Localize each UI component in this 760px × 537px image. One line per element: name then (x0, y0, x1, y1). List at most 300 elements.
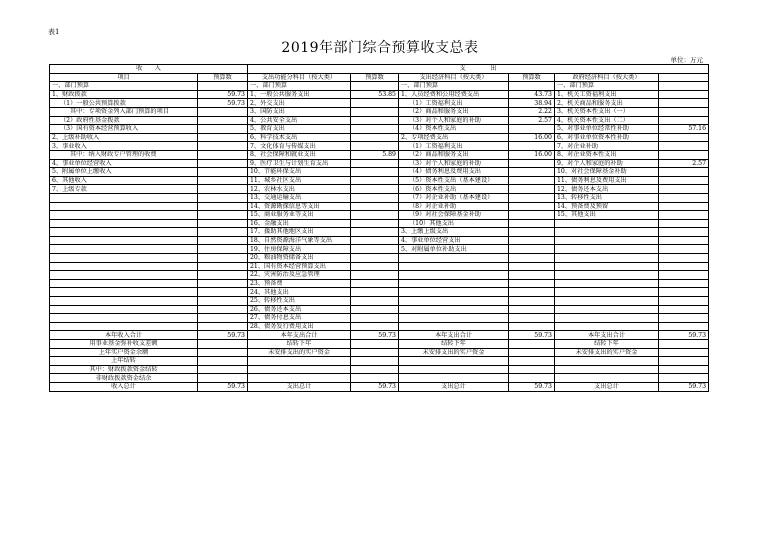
label-cell: 上年结转 (50, 357, 198, 366)
label-cell: 支出总计 (248, 382, 351, 391)
value-cell (509, 322, 555, 331)
label-cell (555, 236, 659, 245)
label-cell (399, 322, 509, 331)
value-cell (351, 254, 399, 263)
value-cell (659, 348, 709, 357)
value-cell (198, 271, 248, 280)
value-cell (198, 365, 248, 374)
label-cell (50, 228, 198, 237)
label-cell (555, 374, 659, 383)
value-cell: 2.57 (509, 116, 555, 125)
value-cell (659, 82, 709, 91)
table-row (50, 288, 709, 297)
label-cell (248, 357, 351, 366)
label-cell: （2）商品和服务支出 (399, 107, 509, 116)
label-cell: （4）债务利息及费用支出 (399, 168, 509, 177)
value-cell (351, 297, 399, 306)
table-row (50, 271, 709, 280)
label-cell (248, 374, 351, 383)
label-cell (555, 322, 659, 331)
value-cell (198, 107, 248, 116)
value-cell (659, 297, 709, 306)
label-cell: 一、部门预算 (399, 82, 509, 91)
value-cell (198, 279, 248, 288)
label-cell: 13、转移性支出 (555, 193, 659, 202)
value-cell (198, 133, 248, 142)
value-cell (659, 262, 709, 271)
value-cell: 59.73 (509, 382, 555, 391)
label-cell (399, 305, 509, 314)
table-row (50, 185, 709, 194)
table-row (50, 245, 709, 254)
label-cell: 15、商业服务业等支出 (248, 211, 351, 220)
label-cell: （7）对企业补助（基本建设） (399, 193, 509, 202)
label-cell: （8）对企业补助 (399, 202, 509, 211)
label-cell (50, 202, 198, 211)
label-cell: 10、节能环保支出 (248, 168, 351, 177)
value-cell (509, 245, 555, 254)
value-cell (351, 357, 399, 366)
label-cell (50, 245, 198, 254)
label-cell: 其中：财政拨款资金结转 (50, 365, 198, 374)
expense-group-header: 支 出 (248, 65, 709, 74)
value-cell (198, 211, 248, 220)
label-cell (555, 245, 659, 254)
label-cell: 8、社会保障和就业支出 (248, 150, 351, 159)
label-cell: 支出总计 (399, 382, 509, 391)
value-cell (198, 262, 248, 271)
label-cell: 2、机关商品和服务支出 (555, 99, 659, 108)
value-cell (351, 271, 399, 280)
label-cell: 其中：纳入财政专户管理的收费 (50, 150, 198, 159)
value-cell (659, 90, 709, 99)
label-cell (399, 271, 509, 280)
value-cell (659, 219, 709, 228)
label-cell: 3、上缴上级支出 (399, 228, 509, 237)
label-cell: （1）工资福利支出 (399, 99, 509, 108)
label-cell: 4、机关资本性支出（二） (555, 116, 659, 125)
label-cell: （9）对社会保障基金补助 (399, 211, 509, 220)
label-cell (50, 305, 198, 314)
label-cell: 6、科学技术支出 (248, 133, 351, 142)
label-cell: 14、资源勘探信息等支出 (248, 202, 351, 211)
label-cell: 结转下年 (248, 340, 351, 349)
table-row (50, 382, 709, 391)
value-cell (351, 279, 399, 288)
value-cell (351, 219, 399, 228)
label-cell (555, 365, 659, 374)
label-cell: 18、自然资源海洋气象等支出 (248, 236, 351, 245)
value-cell: 38.94 (509, 99, 555, 108)
label-cell: 5、教育支出 (248, 125, 351, 134)
value-cell (509, 340, 555, 349)
value-cell: 5.89 (351, 150, 399, 159)
value-cell: 59.73 (659, 382, 709, 391)
value-cell (198, 125, 248, 134)
label-cell: 支出总计 (555, 382, 659, 391)
label-cell: 23、预备费 (248, 279, 351, 288)
value-cell (509, 176, 555, 185)
value-cell (198, 357, 248, 366)
value-cell: 59.73 (198, 99, 248, 108)
value-cell: 57.16 (659, 125, 709, 134)
label-cell (50, 211, 198, 220)
label-cell (50, 236, 198, 245)
label-cell: 结转下年 (555, 340, 659, 349)
label-cell: 一、部门预算 (555, 82, 659, 91)
label-cell: 2、外交支出 (248, 99, 351, 108)
label-cell: 本年支出合计 (555, 331, 659, 340)
label-cell (50, 262, 198, 271)
value-cell (659, 133, 709, 142)
value-cell (351, 348, 399, 357)
value-cell (198, 219, 248, 228)
table-row (50, 254, 709, 263)
label-cell (555, 305, 659, 314)
value-cell (509, 365, 555, 374)
label-cell: 未安排支出的实户资金 (555, 348, 659, 357)
label-cell: 10、对社会保障基金补助 (555, 168, 659, 177)
label-cell: 20、粮油物资储备支出 (248, 254, 351, 263)
label-cell: 1、一般公共服务支出 (248, 90, 351, 99)
value-cell (509, 236, 555, 245)
value-cell (198, 236, 248, 245)
value-cell (198, 193, 248, 202)
value-cell: 43.73 (509, 90, 555, 99)
value-cell: 2.22 (509, 107, 555, 116)
table-row (50, 365, 709, 374)
table-row (50, 176, 709, 185)
label-cell: 27、债务付息支出 (248, 314, 351, 323)
table-row (50, 159, 709, 168)
label-cell: （3）对个人和家庭的补助 (399, 116, 509, 125)
label-cell: 7、上级专款 (50, 185, 198, 194)
value-cell (351, 314, 399, 323)
table-row (50, 125, 709, 134)
label-cell (555, 288, 659, 297)
label-cell: （2）政府性基金拨款 (50, 116, 198, 125)
label-cell: 非财政拨款资金结余 (50, 374, 198, 383)
table-row (50, 374, 709, 383)
value-cell (198, 297, 248, 306)
value-cell: 59.73 (198, 90, 248, 99)
value-cell (198, 142, 248, 151)
value-cell (659, 305, 709, 314)
label-cell: 14、预备费及预留 (555, 202, 659, 211)
value-cell (198, 254, 248, 263)
value-cell (509, 279, 555, 288)
table-row (50, 107, 709, 116)
label-cell: 7、对企业补助 (555, 142, 659, 151)
label-cell: 22、灾害防治及应急管理 (248, 271, 351, 280)
label-cell: 4、事业单位经营支出 (399, 236, 509, 245)
table-row (50, 279, 709, 288)
label-cell: 17、援助其他地区支出 (248, 228, 351, 237)
value-cell (351, 211, 399, 220)
label-cell (555, 271, 659, 280)
label-cell (50, 193, 198, 202)
value-cell (659, 107, 709, 116)
table-tag: 表1 (48, 28, 60, 36)
col-econ-header: 支出经济科目（按大类） (399, 73, 509, 82)
value-cell (351, 236, 399, 245)
label-cell: 未安排支出的实户资金 (399, 348, 509, 357)
value-cell (509, 288, 555, 297)
value-cell (509, 228, 555, 237)
label-cell: 21、国有资本经营预算支出 (248, 262, 351, 271)
value-cell (509, 357, 555, 366)
table-row (50, 90, 709, 99)
label-cell: 5、对事业单位经常性补助 (555, 125, 659, 134)
value-cell: 16.00 (509, 150, 555, 159)
label-cell: （4）资本性支出 (399, 125, 509, 134)
label-cell (399, 374, 509, 383)
table-row (50, 219, 709, 228)
table-row (50, 262, 709, 271)
value-cell: 59.73 (198, 331, 248, 340)
label-cell (399, 262, 509, 271)
label-cell (50, 297, 198, 306)
table-row (50, 193, 709, 202)
label-cell: （1）工资福利支出 (399, 142, 509, 151)
label-cell (50, 288, 198, 297)
label-cell: （2）商品和服务支出 (399, 150, 509, 159)
value-cell (351, 262, 399, 271)
col-budget3-header: 预算数 (509, 73, 555, 82)
value-cell (198, 168, 248, 177)
income-group-header: 收 入 (50, 65, 248, 74)
label-cell: （3）国有资本经营预算收入 (50, 125, 198, 134)
label-cell (555, 279, 659, 288)
value-cell: 16.00 (509, 133, 555, 142)
value-cell (198, 288, 248, 297)
label-cell (50, 271, 198, 280)
label-cell: 12、农林水支出 (248, 185, 351, 194)
label-cell: 15、其他支出 (555, 211, 659, 220)
table-row (50, 211, 709, 220)
value-cell (351, 340, 399, 349)
label-cell: 19、住房保障支出 (248, 245, 351, 254)
value-cell (198, 176, 248, 185)
table-row (50, 340, 709, 349)
table-row (50, 348, 709, 357)
table-row (50, 99, 709, 108)
label-cell: 2、上级补助收入 (50, 133, 198, 142)
label-cell: （1）一般公共预算拨款 (50, 99, 198, 108)
value-cell (659, 185, 709, 194)
label-cell: （10）其他支出 (399, 219, 509, 228)
value-cell (351, 288, 399, 297)
value-cell (659, 279, 709, 288)
value-cell (351, 159, 399, 168)
value-cell (509, 314, 555, 323)
value-cell (659, 236, 709, 245)
value-cell (659, 357, 709, 366)
unit-label: 单位：万元 (670, 56, 703, 64)
value-cell (659, 211, 709, 220)
value-cell (509, 185, 555, 194)
label-cell: 12、债务还本支出 (555, 185, 659, 194)
value-cell (509, 348, 555, 357)
value-cell (351, 193, 399, 202)
table-row (50, 82, 709, 91)
value-cell (509, 262, 555, 271)
table-row (50, 133, 709, 142)
label-cell: 上年实户资金余额 (50, 348, 198, 357)
label-cell: 4、公共安全支出 (248, 116, 351, 125)
table-row (50, 331, 709, 340)
label-cell (555, 314, 659, 323)
value-cell (351, 305, 399, 314)
value-cell (509, 297, 555, 306)
value-cell (509, 254, 555, 263)
label-cell (555, 228, 659, 237)
value-cell (659, 254, 709, 263)
label-cell: 6、其他收入 (50, 176, 198, 185)
table-row (50, 322, 709, 331)
value-cell (198, 305, 248, 314)
label-cell: 2、专项经费支出 (399, 133, 509, 142)
value-cell: 59.73 (659, 331, 709, 340)
table-row (50, 116, 709, 125)
label-cell (555, 297, 659, 306)
label-cell: 26、债务还本支出 (248, 305, 351, 314)
label-cell: 未安排支出的实户资金 (248, 348, 351, 357)
label-cell: 6、对事业单位资本性补助 (555, 133, 659, 142)
label-cell: 3、国防支出 (248, 107, 351, 116)
value-cell (659, 142, 709, 151)
value-cell (351, 142, 399, 151)
col-budget-header: 预算数 (198, 73, 248, 82)
value-cell (351, 116, 399, 125)
value-cell (351, 176, 399, 185)
label-cell: 用事业基金弥补收支差额 (50, 340, 198, 349)
value-cell (659, 245, 709, 254)
value-cell (659, 288, 709, 297)
value-cell (198, 202, 248, 211)
value-cell (351, 185, 399, 194)
label-cell (555, 262, 659, 271)
label-cell (50, 279, 198, 288)
label-cell (50, 314, 198, 323)
label-cell: 本年支出合计 (399, 331, 509, 340)
value-cell (509, 202, 555, 211)
value-cell (659, 116, 709, 125)
value-cell (659, 228, 709, 237)
label-cell: 5、对附属单位补助支出 (399, 245, 509, 254)
label-cell (50, 219, 198, 228)
label-cell (399, 288, 509, 297)
label-cell (399, 365, 509, 374)
label-cell: 一、部门预算 (50, 82, 198, 91)
label-cell: 1、财政拨款 (50, 90, 198, 99)
table-row (50, 314, 709, 323)
value-cell (198, 314, 248, 323)
value-cell (351, 365, 399, 374)
value-cell (351, 228, 399, 237)
value-cell (198, 245, 248, 254)
value-cell (198, 322, 248, 331)
label-cell: 一、部门预算 (248, 82, 351, 91)
value-cell (351, 133, 399, 142)
value-cell (198, 150, 248, 159)
label-cell: 13、交通运输支出 (248, 193, 351, 202)
label-cell (555, 219, 659, 228)
value-cell (509, 142, 555, 151)
label-cell: 11、债务利息及费用支出 (555, 176, 659, 185)
value-cell (659, 150, 709, 159)
value-cell: 59.73 (509, 331, 555, 340)
label-cell: 收入总计 (50, 382, 198, 391)
value-cell (509, 374, 555, 383)
value-cell (351, 82, 399, 91)
table-row (50, 150, 709, 159)
label-cell: 25、转移性支出 (248, 297, 351, 306)
col-item-header: 项目 (50, 73, 198, 82)
value-cell (659, 322, 709, 331)
value-cell (659, 99, 709, 108)
value-cell (509, 305, 555, 314)
value-cell (198, 340, 248, 349)
value-cell (351, 168, 399, 177)
label-cell: 1、人员经费和公用经费支出 (399, 90, 509, 99)
label-cell (399, 254, 509, 263)
label-cell: 结转下年 (399, 340, 509, 349)
value-cell (198, 82, 248, 91)
label-cell (50, 322, 198, 331)
label-cell (50, 254, 198, 263)
budget-table (49, 64, 709, 392)
value-cell: 59.73 (351, 382, 399, 391)
table-row (50, 202, 709, 211)
label-cell (555, 254, 659, 263)
value-cell (351, 125, 399, 134)
value-cell (509, 193, 555, 202)
label-cell: 28、债务发行费用支出 (248, 322, 351, 331)
value-cell (351, 245, 399, 254)
value-cell (659, 193, 709, 202)
label-cell (399, 279, 509, 288)
value-cell (198, 348, 248, 357)
label-cell: 16、金融支出 (248, 219, 351, 228)
table-row (50, 236, 709, 245)
label-cell (399, 297, 509, 306)
label-cell: 本年收入合计 (50, 331, 198, 340)
value-cell: 59.73 (198, 382, 248, 391)
value-cell (509, 125, 555, 134)
value-cell (509, 159, 555, 168)
col-gov-header: 政府经济科目（按大类） (555, 73, 659, 82)
value-cell: 59.73 (351, 331, 399, 340)
value-cell (659, 365, 709, 374)
label-cell: 9、医疗卫生与计划生育支出 (248, 159, 351, 168)
value-cell (351, 374, 399, 383)
table-row (50, 357, 709, 366)
value-cell (509, 168, 555, 177)
table-row (50, 228, 709, 237)
label-cell (399, 357, 509, 366)
col-budget2-header: 预算数 (351, 73, 399, 82)
label-cell: 11、城乡社区支出 (248, 176, 351, 185)
column-header-row (50, 73, 709, 82)
label-cell: 24、其他支出 (248, 288, 351, 297)
label-cell: 4、事业单位经营收入 (50, 159, 198, 168)
value-cell (509, 82, 555, 91)
label-cell: 其中：专项资金列入部门预算的项目 (50, 107, 198, 116)
label-cell: 3、事业收入 (50, 142, 198, 151)
label-cell: 3、机关资本性支出（一） (555, 107, 659, 116)
label-cell: 7、文化体育与传媒支出 (248, 142, 351, 151)
